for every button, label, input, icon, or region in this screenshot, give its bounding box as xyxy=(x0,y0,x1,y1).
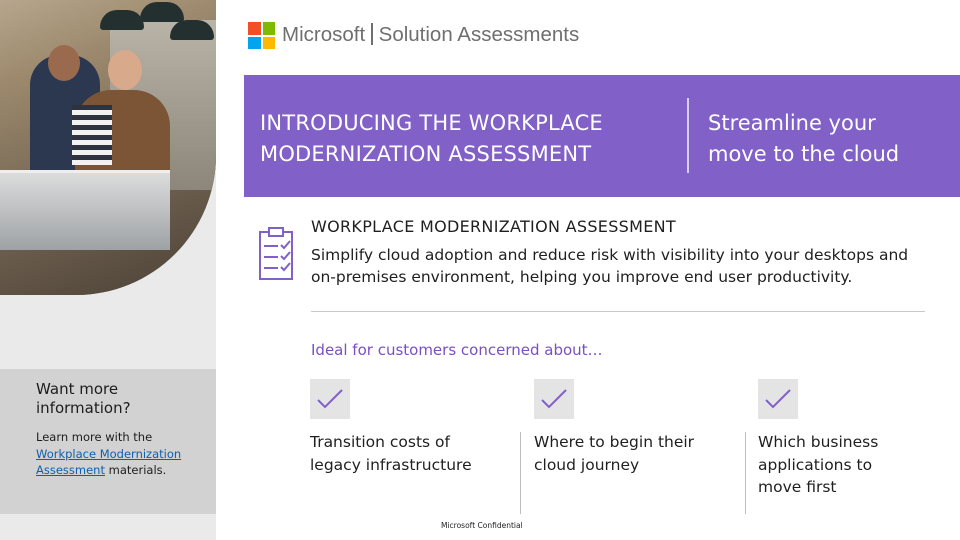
learn-more-suffix: materials. xyxy=(104,463,167,477)
product-name: Solution Assessments xyxy=(378,23,580,46)
concern-line: Transition costs of xyxy=(310,433,450,451)
left-column xyxy=(0,0,216,540)
column-divider xyxy=(520,432,521,514)
column-divider xyxy=(745,432,746,514)
concern-item xyxy=(310,431,500,476)
checkmark-icon xyxy=(310,379,350,419)
section-divider xyxy=(311,311,925,312)
ideal-heading: Ideal for customers concerned about… xyxy=(311,341,603,359)
concern-line: applications to xyxy=(758,455,873,474)
banner-title xyxy=(260,108,603,170)
concern-line: move first xyxy=(758,478,837,496)
concern-line: legacy infrastructure xyxy=(310,455,472,474)
microsoft-logo-icon xyxy=(248,22,275,49)
learn-more-text xyxy=(36,429,202,479)
concern-item xyxy=(534,431,724,476)
concern-item xyxy=(758,431,948,499)
concern-line: Where to begin their xyxy=(534,433,695,451)
workers-photo xyxy=(0,0,216,295)
brand-name: Microsoft xyxy=(282,23,366,46)
header-title xyxy=(282,23,579,47)
banner-tagline-line1: Streamline your xyxy=(708,111,876,135)
learn-more-prefix: Learn more with the xyxy=(36,430,153,444)
confidential-footer: Microsoft Confidential xyxy=(441,521,523,530)
more-info-title: Want more information? xyxy=(36,380,131,417)
checkmark-icon xyxy=(758,379,798,419)
banner-title-line1: INTRODUCING THE WORKPLACE xyxy=(260,111,603,135)
banner-tagline xyxy=(708,108,899,170)
banner-title-line2: MODERNIZATION ASSESSMENT xyxy=(260,142,592,166)
hero-banner xyxy=(244,75,960,197)
checklist-clipboard-icon xyxy=(256,226,296,281)
header-divider xyxy=(371,23,373,45)
banner-tagline-line2: move to the cloud xyxy=(708,142,900,166)
concern-line: Which business xyxy=(758,433,879,451)
assessment-description: Simplify cloud adoption and reduce risk with visibility into your desktops and on-premises environment, helping you improve end user productivity. xyxy=(311,246,909,286)
more-info-box xyxy=(0,369,216,514)
concern-line: cloud journey xyxy=(534,455,640,474)
assessment-materials-link[interactable]: Workplace Modernization Assessment xyxy=(36,446,182,477)
banner-divider xyxy=(687,98,689,173)
checkmark-icon xyxy=(534,379,574,419)
assessment-title: WORKPLACE MODERNIZATION ASSESSMENT xyxy=(311,217,676,236)
